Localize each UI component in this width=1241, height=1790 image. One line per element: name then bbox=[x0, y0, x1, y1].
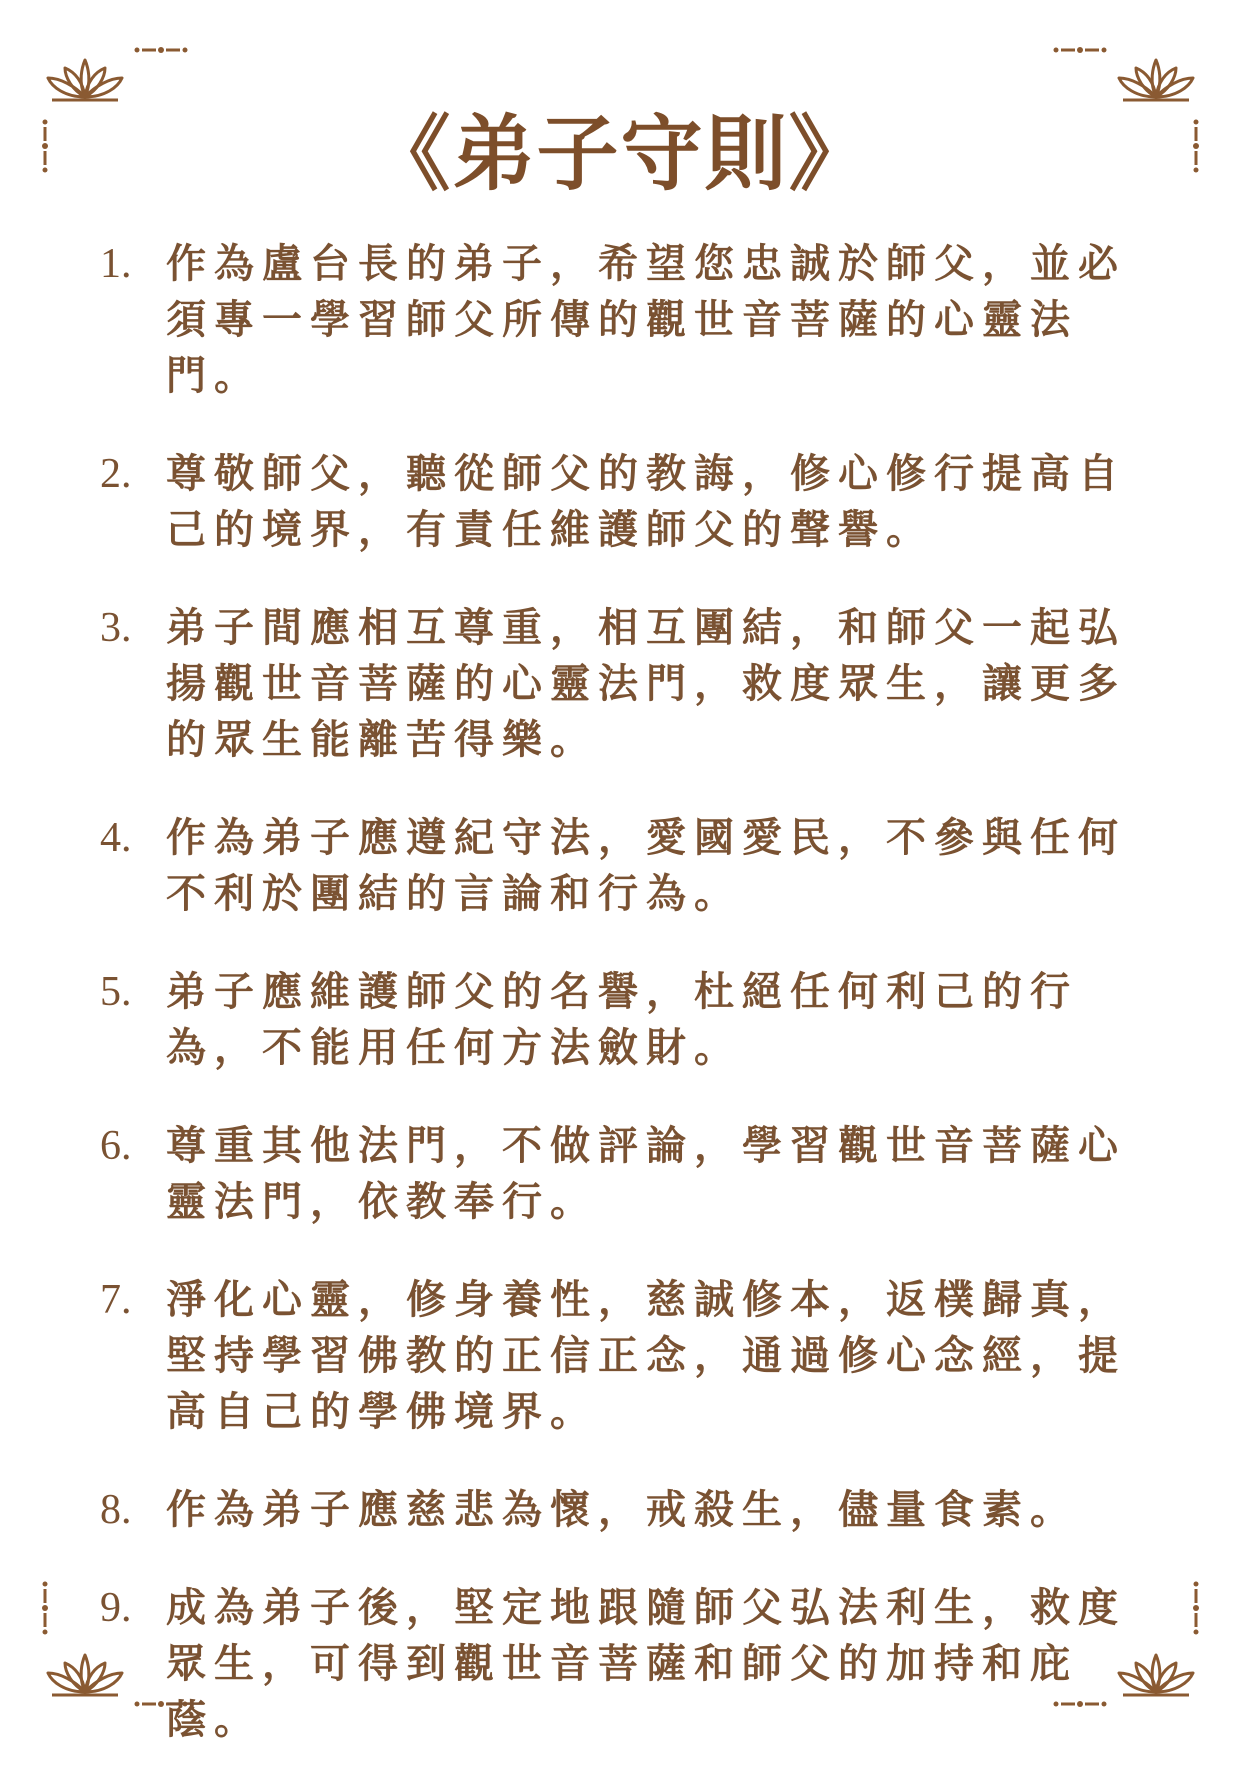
rule-number: 5. bbox=[100, 969, 132, 1015]
rule-number: 8. bbox=[100, 1487, 132, 1533]
rule-number: 3. bbox=[100, 605, 132, 651]
rule-text: 作為弟子應慈悲為懷，戒殺生，儘量食素。 bbox=[166, 1486, 1078, 1533]
rule-text: 成為弟子後，堅定地跟隨師父弘法利生，救度眾生，可得到觀世音菩薩和師父的加持和庇蔭。 bbox=[166, 1584, 1126, 1743]
rule-item-5 bbox=[100, 964, 1150, 1076]
rule-number: 1. bbox=[100, 241, 132, 287]
rule-item-1 bbox=[100, 236, 1150, 404]
rule-item-8 bbox=[100, 1482, 1150, 1538]
rule-item-2 bbox=[100, 446, 1150, 558]
rule-text: 淨化心靈，修身養性，慈誠修本，返樸歸真，堅持學習佛教的正信正念，通過修心念經，提高自己的學佛境界。 bbox=[166, 1276, 1126, 1435]
rule-number: 7. bbox=[100, 1277, 132, 1323]
rule-text: 作為盧台長的弟子，希望您忠誠於師父，並必須專一學習師父所傳的觀世音菩薩的心靈法門。 bbox=[166, 240, 1126, 399]
rule-item-7 bbox=[100, 1272, 1150, 1440]
rule-number: 4. bbox=[100, 815, 132, 861]
rule-number: 2. bbox=[100, 451, 132, 497]
rule-text: 尊重其他法門，不做評論，學習觀世音菩薩心靈法門，依教奉行。 bbox=[166, 1122, 1126, 1225]
page-title: 《弟子守則》 bbox=[368, 107, 873, 202]
rule-text: 尊敬師父，聽從師父的教誨，修心修行提高自己的境界，有責任維護師父的聲譽。 bbox=[166, 450, 1126, 553]
rule-number: 9. bbox=[100, 1585, 132, 1631]
rule-item-9 bbox=[100, 1580, 1150, 1748]
rule-text: 弟子應維護師父的名譽，杜絕任何利己的行為，不能用任何方法斂財。 bbox=[166, 968, 1078, 1071]
rule-item-4 bbox=[100, 810, 1150, 922]
rule-number: 6. bbox=[100, 1123, 132, 1169]
rule-item-6 bbox=[100, 1118, 1150, 1230]
rules-list bbox=[100, 236, 1150, 1790]
rule-item-3 bbox=[100, 600, 1150, 768]
rule-text: 弟子間應相互尊重，相互團結，和師父一起弘揚觀世音菩薩的心靈法門，救度眾生，讓更多的眾生能離苦得樂。 bbox=[166, 604, 1126, 763]
rule-text: 作為弟子應遵紀守法，愛國愛民，不參與任何不利於團結的言論和行為。 bbox=[166, 814, 1126, 917]
